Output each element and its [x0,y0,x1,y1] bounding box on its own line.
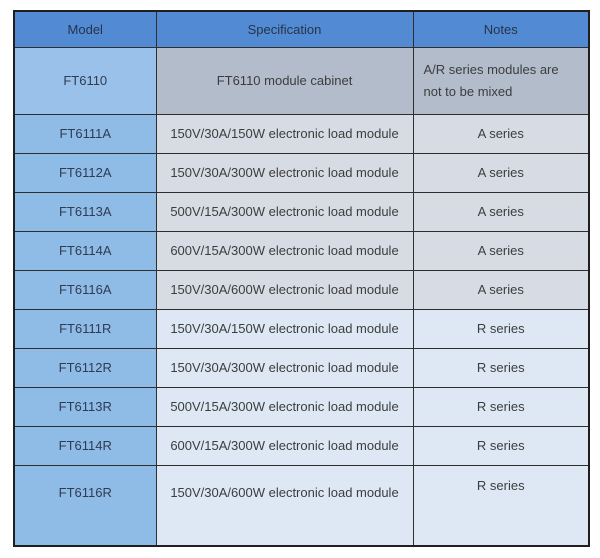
spec-cell: 150V/30A/300W electronic load module [156,349,413,388]
notes-cell: R series [413,427,589,466]
model-cell: FT6114R [14,427,156,466]
model-spec-table [13,10,590,547]
notes-cell: R series [413,388,589,427]
table-row [14,48,589,115]
notes-cell: A series [413,193,589,232]
notes-cell: R series [413,466,589,547]
model-cell: FT6111R [14,310,156,349]
table-row [14,232,589,271]
model-cell: FT6113R [14,388,156,427]
table-row [14,310,589,349]
spec-table-container [13,10,590,547]
table-row [14,349,589,388]
spec-cell: 500V/15A/300W electronic load module [156,193,413,232]
notes-cell: A series [413,271,589,310]
table-row [14,154,589,193]
spec-cell: 150V/30A/150W electronic load module [156,310,413,349]
table-row [14,271,589,310]
table-row [14,466,589,547]
notes-cell: A/R series modules are not to be mixed [413,48,589,115]
model-cell: FT6111A [14,115,156,154]
notes-cell: A series [413,154,589,193]
header-notes: Notes [413,11,589,48]
notes-cell: A series [413,115,589,154]
notes-cell: R series [413,349,589,388]
model-cell: FT6116R [14,466,156,547]
table-row [14,427,589,466]
spec-cell: 600V/15A/300W electronic load module [156,232,413,271]
table-row [14,115,589,154]
spec-cell: 500V/15A/300W electronic load module [156,388,413,427]
header-row [14,11,589,48]
model-cell: FT6114A [14,232,156,271]
notes-cell: A series [413,232,589,271]
spec-cell: FT6110 module cabinet [156,48,413,115]
table-row [14,388,589,427]
table-row [14,193,589,232]
model-cell: FT6110 [14,48,156,115]
spec-cell: 600V/15A/300W electronic load module [156,427,413,466]
header-model: Model [14,11,156,48]
notes-cell: R series [413,310,589,349]
spec-cell: 150V/30A/600W electronic load module [156,466,413,547]
spec-cell: 150V/30A/300W electronic load module [156,154,413,193]
model-cell: FT6112R [14,349,156,388]
model-cell: FT6113A [14,193,156,232]
model-cell: FT6116A [14,271,156,310]
spec-cell: 150V/30A/600W electronic load module [156,271,413,310]
header-specification: Specification [156,11,413,48]
spec-cell: 150V/30A/150W electronic load module [156,115,413,154]
model-cell: FT6112A [14,154,156,193]
